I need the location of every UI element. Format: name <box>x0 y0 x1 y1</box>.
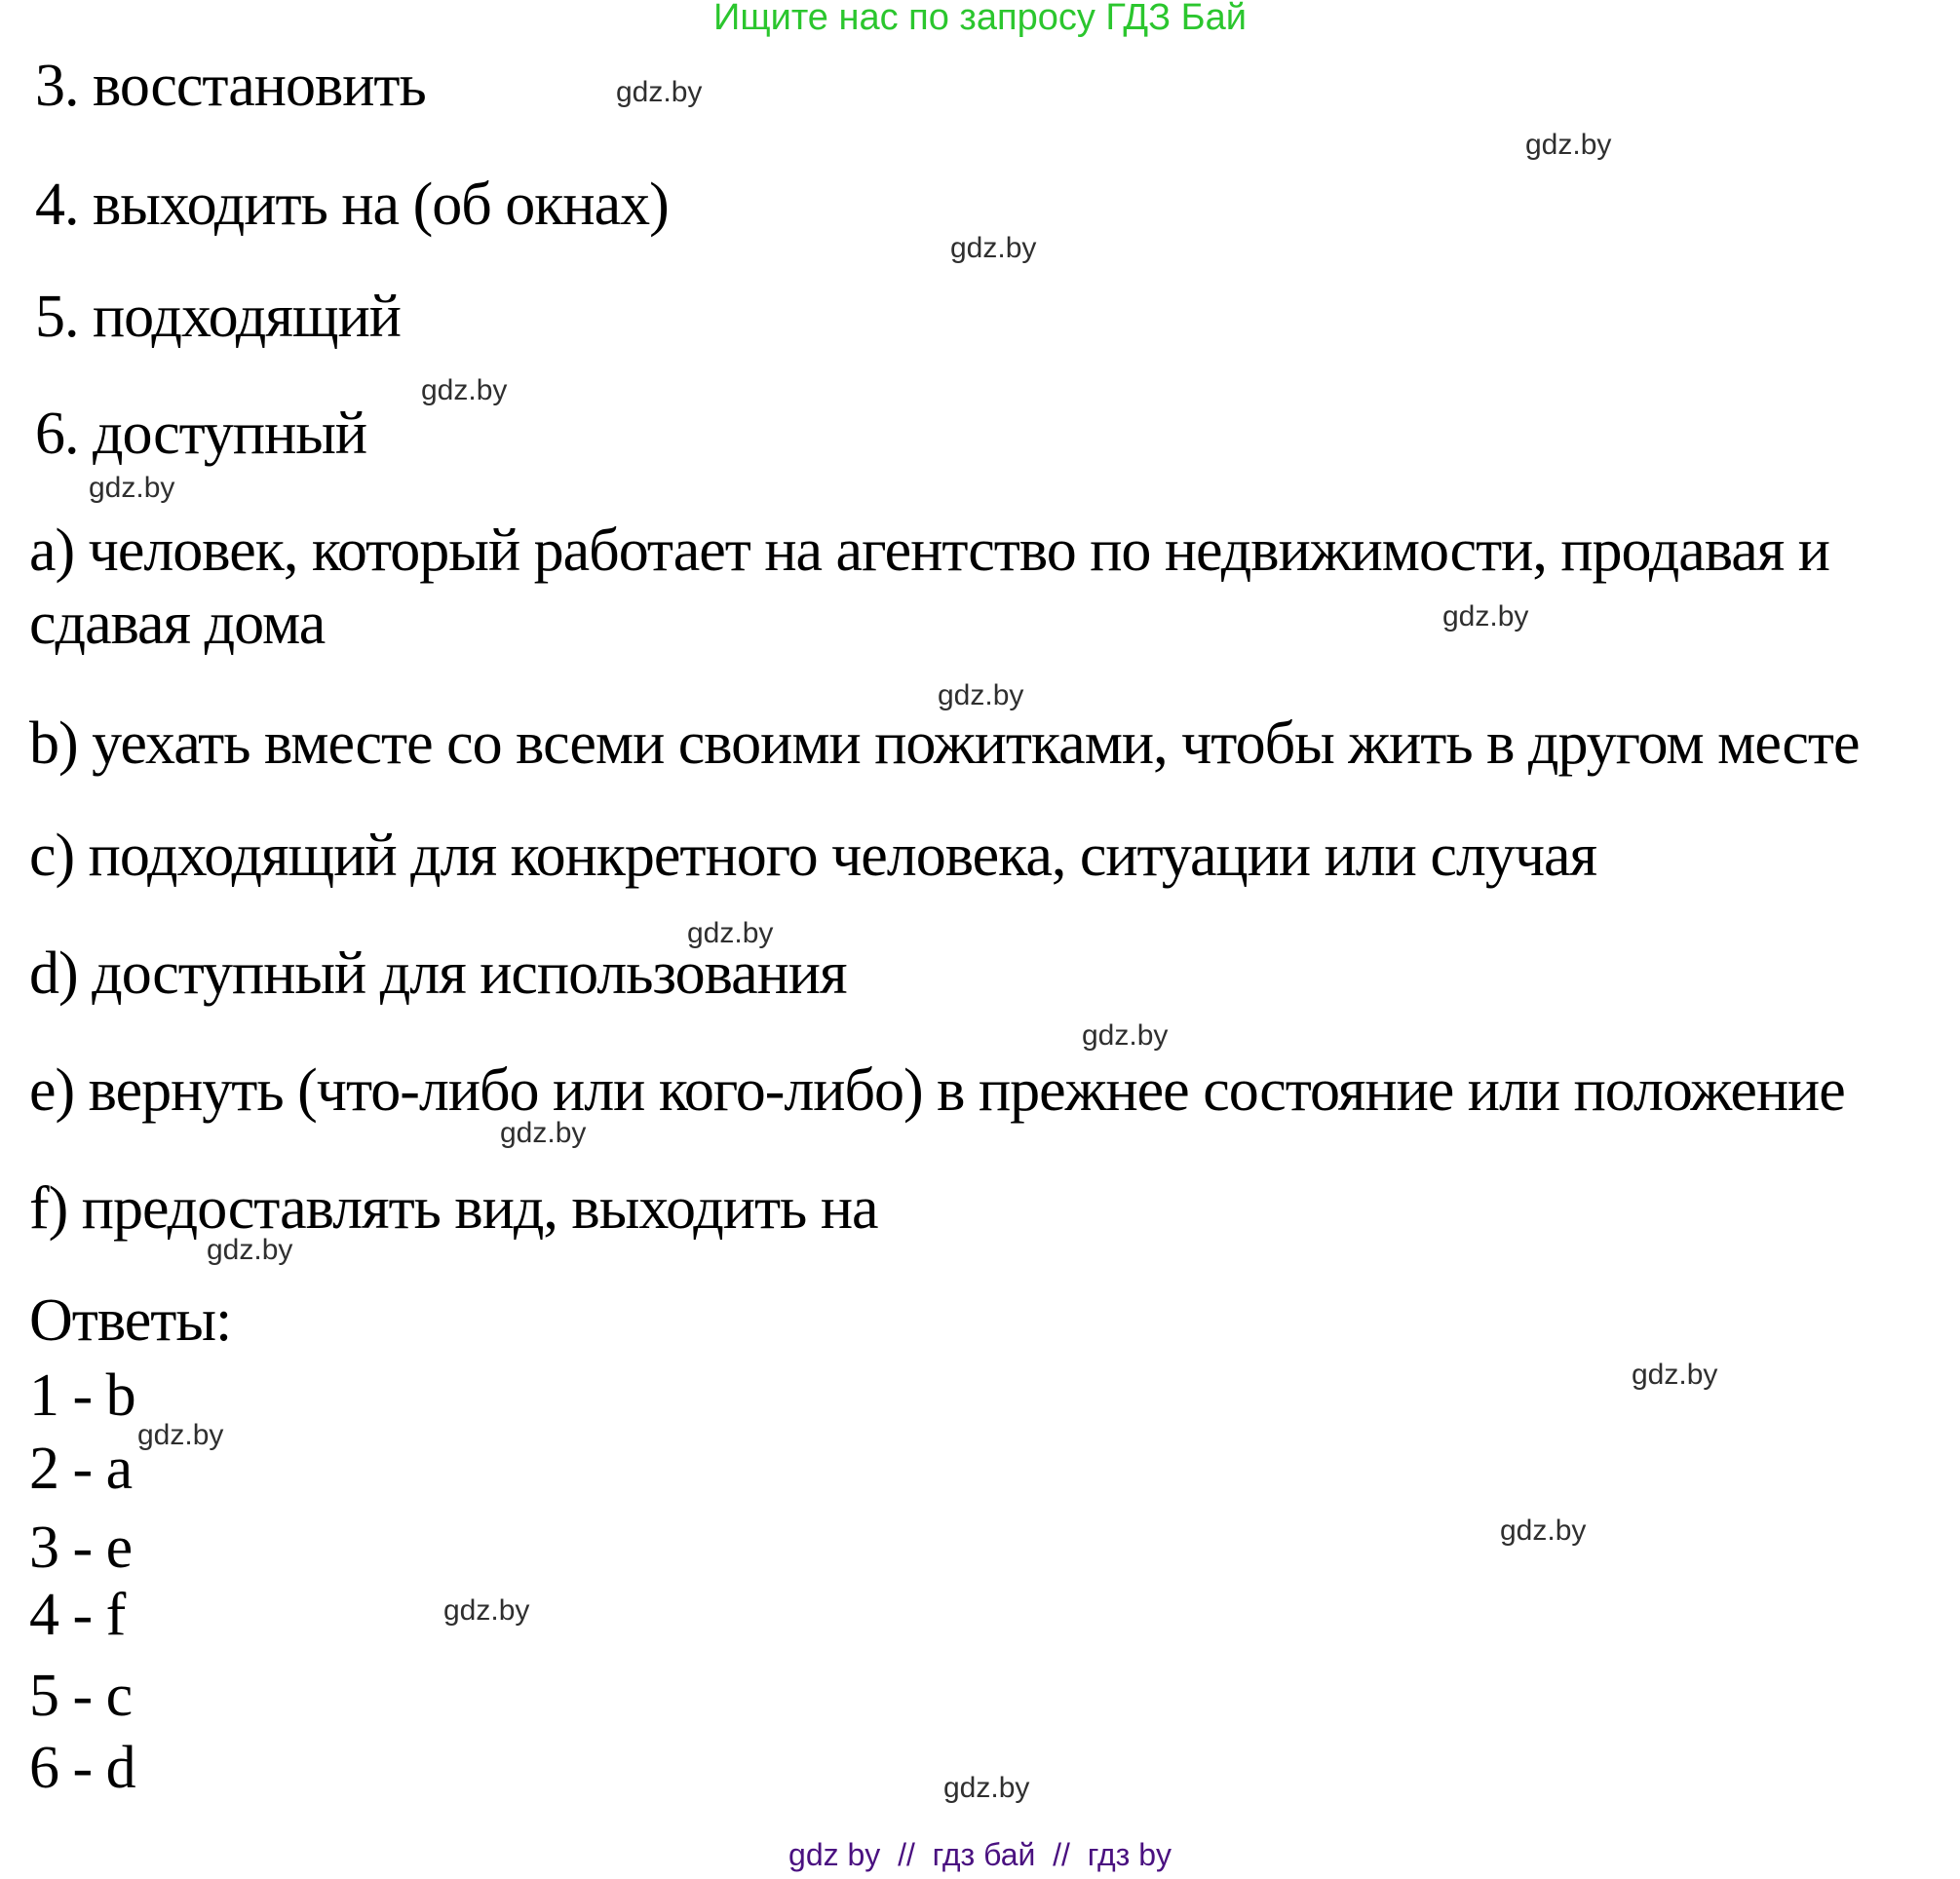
list-item-5: 5. подходящий <box>35 284 401 350</box>
definition-c: c) подходящий для конкретного человека, ситуации или случая <box>29 823 1597 889</box>
watermark: gdz.by <box>421 374 508 406</box>
answers-title: Ответы: <box>29 1287 232 1354</box>
list-item-3: 3. восстановить <box>35 53 426 119</box>
watermark: gdz.by <box>1632 1359 1718 1391</box>
definition-a-line-2: сдавая дома <box>29 591 326 657</box>
list-item-6: 6. доступный <box>35 401 367 467</box>
watermark: gdz.by <box>943 1772 1030 1804</box>
watermark: gdz.by <box>1525 129 1612 161</box>
site-footer: gdz by // гдз бай // гдз by <box>788 1837 1172 1872</box>
answer-3: 3 - e <box>29 1515 133 1581</box>
promo-header: Ищите нас по запросу ГДЗ Бай <box>713 0 1247 38</box>
answer-6: 6 - d <box>29 1735 135 1801</box>
answer-1: 1 - b <box>29 1362 135 1429</box>
definition-a-line-1: a) человек, который работает на агентство по недвижимости, продавая и <box>29 518 1829 584</box>
answer-2: 2 - a <box>29 1436 133 1502</box>
answer-5: 5 - c <box>29 1663 133 1729</box>
definition-f: f) предоставлять вид, выходить на <box>29 1175 878 1242</box>
watermark: gdz.by <box>137 1419 224 1451</box>
watermark: gdz.by <box>687 917 774 949</box>
watermark: gdz.by <box>616 76 703 108</box>
definition-e: e) вернуть (что-либо или кого-либо) в прежнее состояние или положение <box>29 1057 1845 1124</box>
answer-4: 4 - f <box>29 1582 126 1648</box>
watermark: gdz.by <box>1442 600 1529 633</box>
watermark: gdz.by <box>1082 1019 1169 1052</box>
watermark: gdz.by <box>207 1234 293 1266</box>
watermark: gdz.by <box>500 1117 587 1149</box>
definition-b: b) уехать вместе со всеми своими пожитками, чтобы жить в другом месте <box>29 710 1860 777</box>
definition-d: d) доступный для использования <box>29 940 847 1007</box>
list-item-4: 4. выходить на (об окнах) <box>35 172 669 238</box>
watermark: gdz.by <box>938 679 1024 711</box>
watermark: gdz.by <box>1500 1515 1587 1547</box>
watermark: gdz.by <box>89 472 175 504</box>
watermark: gdz.by <box>950 232 1037 264</box>
watermark: gdz.by <box>443 1594 530 1627</box>
